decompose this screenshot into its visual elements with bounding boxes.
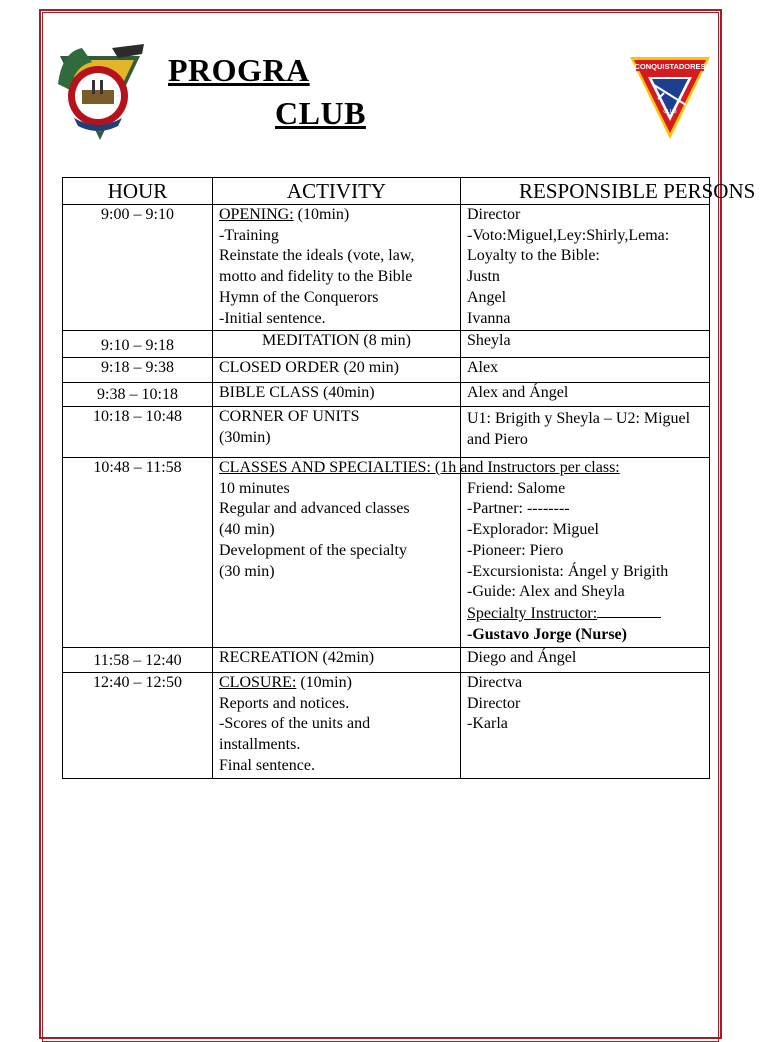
- page-title-line-2: CLUB: [275, 95, 366, 131]
- table-header-row: [63, 178, 710, 205]
- activity-cell: CLASSES AND SPECIALTIES: (1h and Instructors per class: 10 minutes Regular and advanced classes (40 min) Development of the specialty (30 min): [213, 458, 461, 648]
- hour-cell: 10:18 – 10:48: [63, 407, 213, 458]
- header-hour: HOUR: [63, 178, 213, 205]
- responsible-cell: U1: Brigith y Sheyla – U2: Miguel and Piero: [461, 407, 710, 458]
- hour-cell: 11:58 – 12:40: [63, 648, 213, 673]
- activity-cell: RECREATION (42min): [213, 648, 461, 673]
- table-row: [63, 205, 710, 331]
- conquistadores-badge-logo: [628, 55, 712, 141]
- activity-cell: MEDITATION (8 min): [213, 331, 461, 358]
- hour-cell: 9:00 – 9:10: [63, 205, 213, 331]
- hour-cell: 12:40 – 12:50: [63, 673, 213, 779]
- table-row: [63, 331, 710, 358]
- badge-sub-text: CLUB: [663, 109, 677, 115]
- club-emblem-logo: [52, 44, 148, 142]
- hour-cell: 10:48 – 11:58: [63, 458, 213, 648]
- table-row: [63, 407, 710, 458]
- table-row: [63, 458, 710, 648]
- table-row: [63, 358, 710, 383]
- page-title-line-1: PROGRA: [168, 52, 310, 88]
- hour-cell: 9:18 – 9:38: [63, 358, 213, 383]
- signature-blank-line: [597, 603, 661, 618]
- responsible-cell: Sheyla: [461, 331, 710, 358]
- table-row: [63, 648, 710, 673]
- responsible-cell: Alex and Ángel: [461, 383, 710, 407]
- table-row: [63, 673, 710, 779]
- hour-cell: 9:10 – 9:18: [63, 331, 213, 358]
- program-schedule-table: [62, 177, 756, 779]
- activity-cell: CLOSED ORDER (20 min): [213, 358, 461, 383]
- header-activity: ACTIVITY: [213, 178, 461, 205]
- header-responsible: RESPONSIBLE PERSONS: [461, 178, 710, 205]
- badge-text: CONQUISTADORES: [634, 62, 706, 71]
- responsible-cell: Diego and Ángel: [461, 648, 710, 673]
- activity-cell: CORNER OF UNITS (30min): [213, 407, 461, 458]
- responsible-cell: Alex: [461, 358, 710, 383]
- responsible-cell: Directva Director -Karla: [461, 673, 710, 779]
- table-row: [63, 383, 710, 407]
- activity-cell: OPENING: (10min) -Training Reinstate the ideals (vote, law, motto and fidelity to the Bible Hymn of the Conquerors -Initial sentence.: [213, 205, 461, 331]
- activity-cell: CLOSURE: (10min) Reports and notices. -Scores of the units and installments. Final sentence.: [213, 673, 461, 779]
- hour-cell: 9:38 – 10:18: [63, 383, 213, 407]
- activity-cell: BIBLE CLASS (40min): [213, 383, 461, 407]
- responsible-cell: Director -Voto:Miguel,Ley:Shirly,Lema: Loyalty to the Bible: Justn Angel Ivanna: [461, 205, 710, 331]
- responsible-cell: Friend: Salome -Partner: -------- -Explorador: Miguel -Pioneer: Piero -Excursionista: Ángel y Brigith -Guide: Alex and Sheyla Specialty Instructor: -Gustavo Jorge (Nurse): [461, 458, 710, 648]
